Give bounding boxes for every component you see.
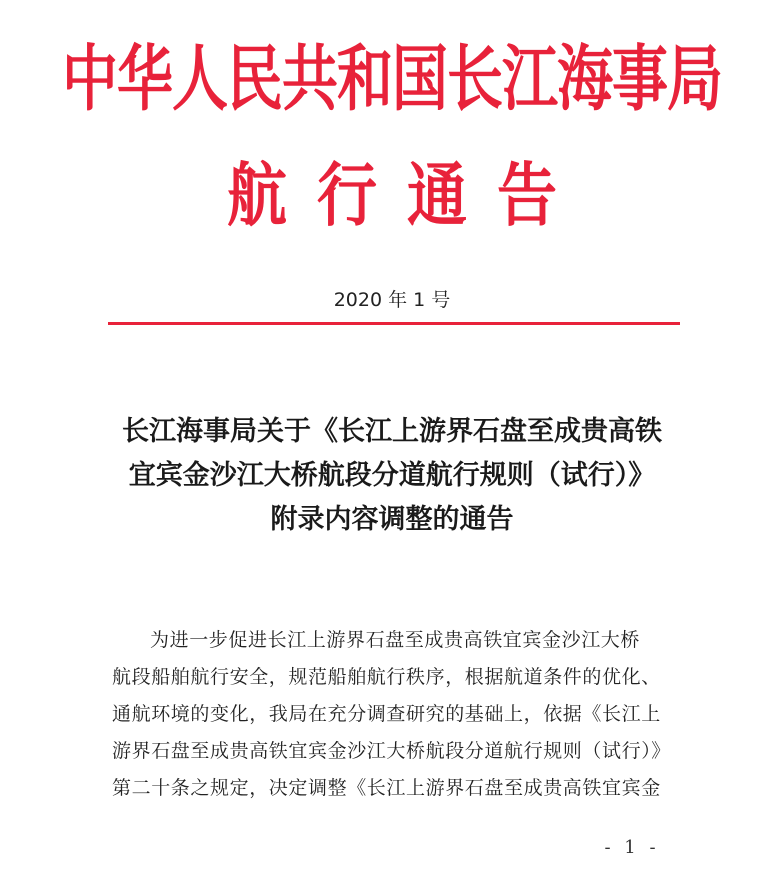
document-kind-title: 航行通告 <box>227 155 587 237</box>
body-line: 为进一步促进长江上游界石盘至成贵高铁宜宾金沙江大桥 <box>150 629 641 651</box>
notice-title <box>60 410 724 542</box>
body-line: 通航环境的变化，我局在充分调查研究的基础上，依据《长江上 <box>112 703 661 725</box>
body-line: 第二十条之规定，决定调整《长江上游界石盘至成贵高铁宜宾金 <box>112 777 661 799</box>
page-number: - 1 - <box>604 837 660 858</box>
body-paragraph <box>112 622 692 807</box>
body-line: 航段船舶航行安全，规范船舶航行秩序，根据航道条件的优化、 <box>112 666 661 688</box>
notice-title-line: 长江海事局关于《长江上游界石盘至成贵高铁 <box>122 416 662 447</box>
notice-title-line: 附录内容调整的通告 <box>270 504 514 535</box>
red-divider <box>108 322 680 325</box>
body-line: 游界石盘至成贵高铁宜宾金沙江大桥航段分道航行规则（试行）》 <box>112 740 671 762</box>
document-number: 2020 年 1 号 <box>333 289 451 311</box>
notice-title-line: 宜宾金沙江大桥航段分道航行规则（试行）》 <box>128 460 656 491</box>
organization-title: 中华人民共和国长江海事局 <box>62 36 722 122</box>
